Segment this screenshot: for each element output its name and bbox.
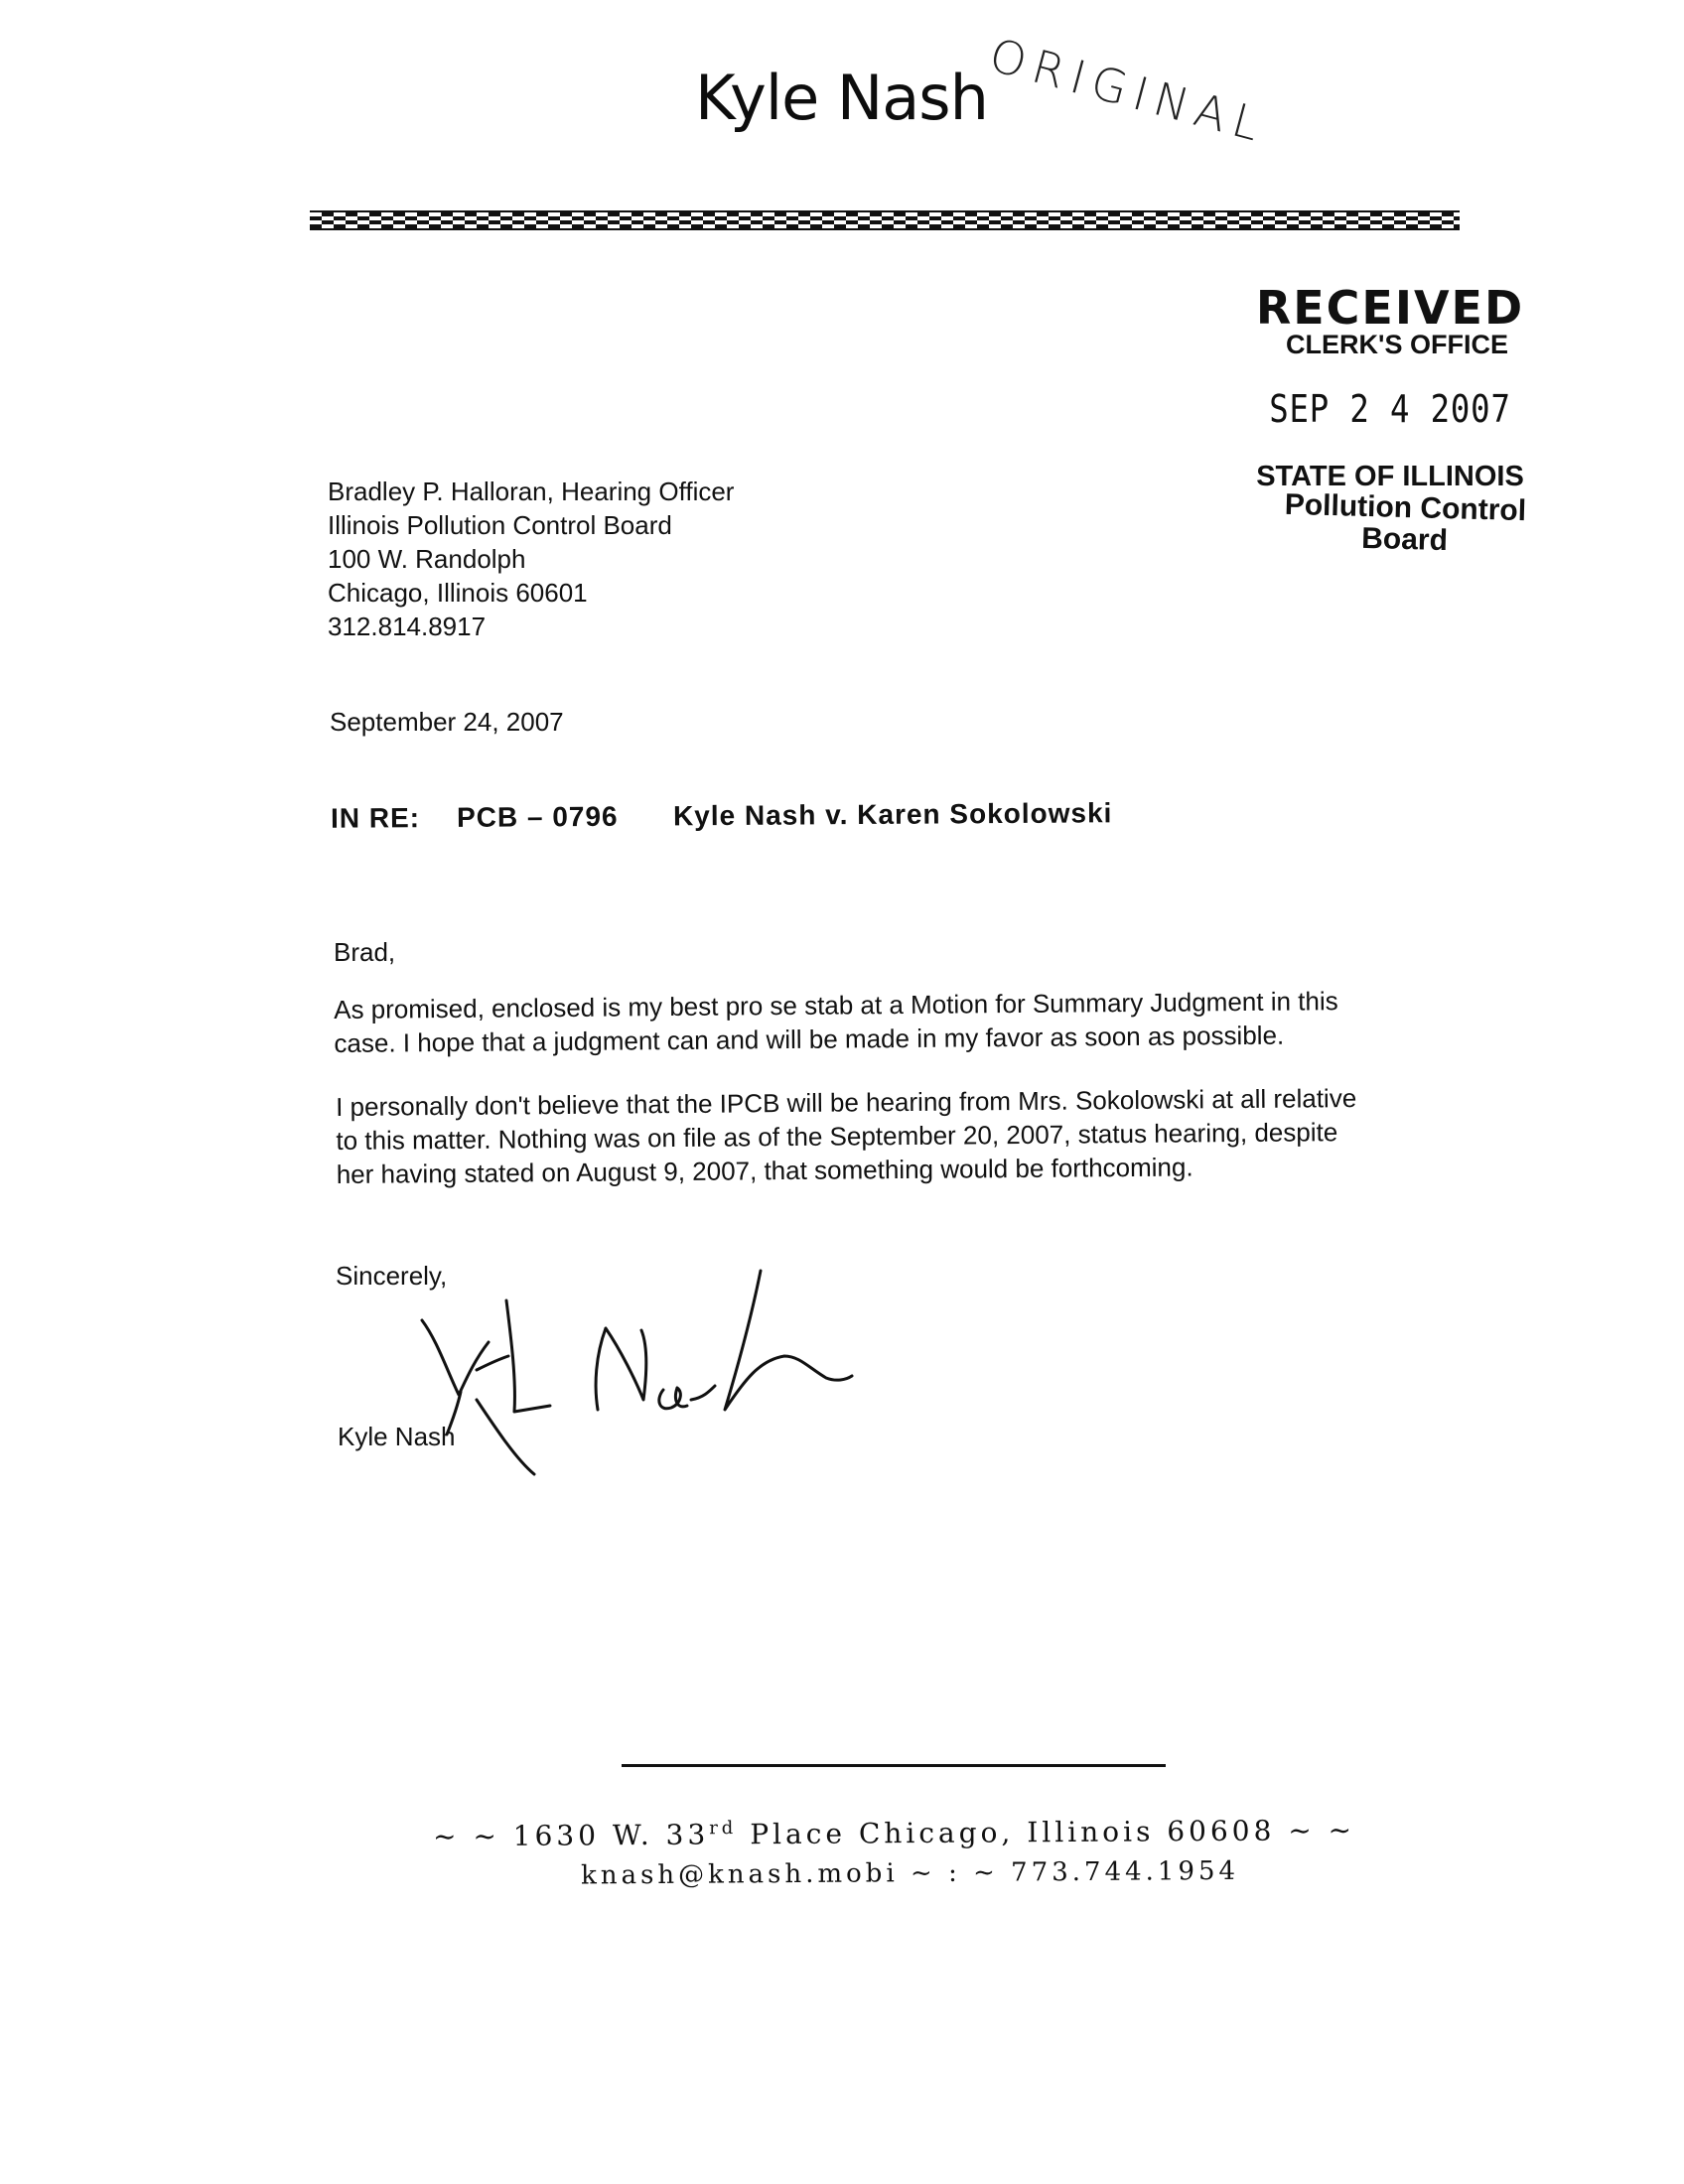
recipient-line: Illinois Pollution Control Board bbox=[328, 510, 672, 540]
paragraph-line: her having stated on August 9, 2007, that something would be forthcoming. bbox=[336, 1152, 1193, 1189]
paragraph-line: to this matter. Nothing was on file as of the September 20, 2007, status hearing, despite bbox=[336, 1117, 1338, 1156]
footer-address bbox=[432, 1813, 1356, 1853]
re-case-number: PCB – 0796 bbox=[456, 800, 619, 833]
letterhead-checker-rule bbox=[310, 208, 1460, 234]
recipient-address bbox=[328, 475, 734, 643]
salutation: Brad, bbox=[334, 937, 396, 967]
handwritten-signature bbox=[417, 1261, 854, 1479]
footer-address-street: ~ ~ 1630 W. 33 bbox=[432, 1818, 710, 1853]
stamp-clerk-office: CLERK'S OFFICE bbox=[1286, 330, 1508, 359]
stamp-state: STATE OF ILLINOIS bbox=[1256, 461, 1524, 492]
footer-contact: knash@knash.mobi ~ : ~ 773.744.1954 bbox=[580, 1855, 1240, 1891]
stamp-received: RECEIVED bbox=[1255, 281, 1525, 335]
footer-address-city: Place Chicago, Illinois 60608 ~ ~ bbox=[737, 1813, 1356, 1851]
closing: Sincerely, bbox=[336, 1261, 448, 1291]
re-line bbox=[331, 797, 1113, 834]
received-stamp bbox=[1226, 281, 1554, 558]
footer-divider bbox=[622, 1764, 1166, 1767]
recipient-line: Chicago, Illinois 60601 bbox=[328, 578, 588, 608]
letterhead-name: Kyle Nash bbox=[695, 62, 988, 134]
recipient-line: 100 W. Randolph bbox=[328, 544, 526, 574]
recipient-line: Bradley P. Halloran, Hearing Officer bbox=[328, 477, 735, 506]
letter-date: September 24, 2007 bbox=[330, 707, 564, 737]
paragraph-line: As promised, enclosed is my best pro se stab at a Motion for Summary Judgment in this bbox=[334, 986, 1338, 1024]
paragraph bbox=[336, 1080, 1429, 1191]
stamp-date: SEP 2 4 2007 bbox=[1269, 387, 1511, 431]
re-case-title: Kyle Nash v. Karen Sokolowski bbox=[672, 797, 1113, 832]
paragraph bbox=[334, 983, 1427, 1060]
stamp-board: Pollution Control Board bbox=[1284, 487, 1527, 558]
signer-name: Kyle Nash bbox=[338, 1422, 456, 1451]
recipient-line: 312.814.8917 bbox=[328, 612, 487, 641]
paragraph-line: case. I hope that a judgment can and will be made in my favor as soon as possible. bbox=[334, 1020, 1285, 1058]
paragraph-line: I personally don't believe that the IPCB will be hearing from Mrs. Sokolowski at all relative bbox=[336, 1083, 1357, 1122]
footer-address-ordinal: rd bbox=[709, 1818, 738, 1840]
re-label: IN RE: bbox=[330, 802, 421, 834]
original-stamp: ORIGINAL bbox=[984, 28, 1273, 154]
